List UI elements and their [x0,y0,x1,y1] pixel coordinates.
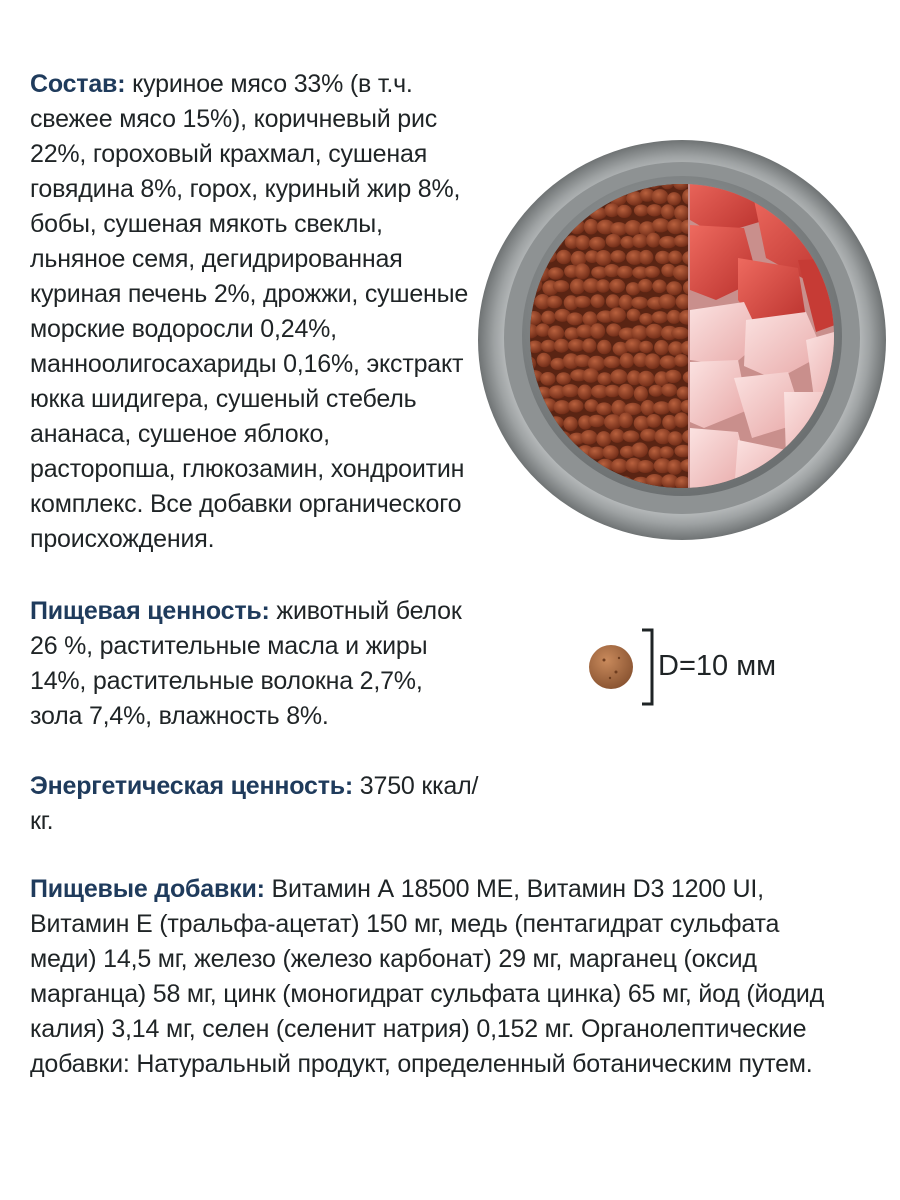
energy-label: Энергетическая ценность: [30,772,354,800]
energy-paragraph [30,769,480,839]
dimension-bracket-icon [642,630,652,704]
food-bowl-image [476,140,888,552]
energy-text: 3750 ккал/кг. [30,772,479,835]
composition-label: Состав: [30,70,126,98]
nutrition-label: Пищевая ценность: [30,597,270,625]
composition-paragraph [30,67,480,557]
additives-label: Пищевые добавки: [30,875,265,903]
granule-diameter-label: D=10 мм [658,650,777,682]
food-bowl-illustration [476,140,888,552]
composition-text: куриное мясо 33% (в т.ч. свежее мясо 15%), коричневый рис 22%, гороховый крахмал, сушеная говядина 8%, горох, куриный жир 8%, бобы, сушеная мякоть свеклы, льняное семя, дегидрированная куриная печень 2%, дрожжи, сушеные морские водоросли 0,24%, манноолигосахариды 0,16%, экстракт юкка шидигера, сушеный стебель ананаса, сушеное яблоко, расторопша, глюкозамин, хондроитин комплекс. Все добавки органического происхождения. [30,70,469,553]
additives-paragraph [30,872,840,1082]
additives-text: Витамин А 18500 МЕ, Витамин D3 1200 UI, Витамин Е (тральфа-ацетат) 150 мг, медь (пентагидрат сульфата меди) 14,5 мг, железо (железо карбонат) 29 мг, марганец (оксид марганца) 58 мг, цинк (моногидрат сульфата цинка) 65 мг, йод (йодид калия) 3,14 мг, селен (селенит натрия) 0,152 мг. Органолептические добавки: Натуральный продукт, определенный ботаническим путем. [30,875,824,1078]
kibble-granule-icon [589,645,633,689]
nutrition-paragraph [30,594,480,734]
nutrition-text: животный белок 26 %, растительные масла и жиры 14%, растительные волокна 2,7%, зола 7,4%, влажность 8%. [30,597,462,730]
granule-illustration [586,628,666,708]
